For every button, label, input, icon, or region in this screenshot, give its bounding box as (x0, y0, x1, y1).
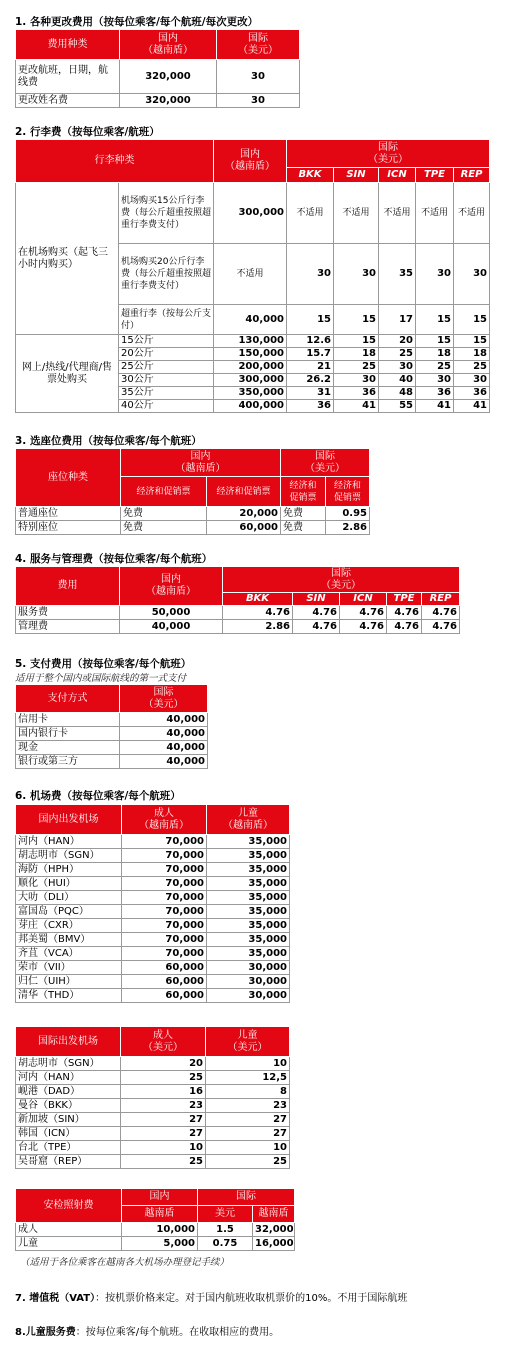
table-row (16, 877, 290, 891)
table-row (16, 1071, 290, 1085)
row-label: 韩国（ICN） (16, 1127, 121, 1141)
table-row (16, 1113, 290, 1127)
header-cell: 费用 (16, 567, 120, 606)
value-cell: 70,000 (122, 835, 207, 849)
value-cell: 40,000 (214, 305, 287, 335)
child-fee-label: 8.儿童服务费 (15, 1327, 76, 1338)
value-cell: 320,000 (120, 60, 217, 94)
value-cell: 16 (121, 1085, 206, 1099)
row-label: 河内（HAN） (16, 835, 122, 849)
header-cell: 越南盾 (253, 1206, 295, 1223)
row-label: 台北（TPE） (16, 1141, 121, 1155)
header-cell: 国内 （越南盾） (120, 30, 217, 60)
route-code: BKK (287, 168, 334, 183)
row-label: 更改航班，日期，航线费 (16, 60, 120, 94)
value-cell: 50,000 (120, 606, 223, 620)
child-fee-paragraph (15, 1323, 279, 1338)
section-note: （适用于各位乘客在越南各大机场办理登记手续） (20, 1257, 230, 1268)
row-label: 特别座位 (16, 521, 121, 535)
table-row (16, 1237, 295, 1251)
table-row (16, 713, 208, 727)
group-label: 在机场购买（起飞三小时内购买） (16, 183, 119, 335)
header-cell: 座位种类 (16, 449, 121, 507)
value-cell: 130,000 (214, 335, 287, 348)
table-row (16, 685, 208, 713)
row-label: 新加坡（SIN） (16, 1113, 121, 1127)
value-cell: 15 (287, 305, 334, 335)
row-label: 25公斤 (119, 361, 214, 374)
vat-label: 7. 增值税（VAT） (15, 1293, 96, 1304)
route-code: TPE (387, 593, 422, 606)
value-cell: 30 (379, 361, 416, 374)
table-row (16, 863, 290, 877)
header-cell: 国际 (198, 1189, 295, 1206)
table-row (16, 620, 460, 634)
header-cell: 国内 （越南盾） (120, 567, 223, 606)
row-label: 普通座位 (16, 507, 121, 521)
row-label: 银行或第三方 (16, 755, 120, 769)
value-cell: 30 (217, 60, 300, 94)
row-label: 芽庄（CXR） (16, 919, 122, 933)
route-code: SIN (293, 593, 340, 606)
table-row (16, 1155, 290, 1169)
header-cell: 经济和 促销票 (281, 477, 326, 507)
table-row (16, 60, 300, 94)
value-cell: 30 (416, 244, 454, 305)
table-row (16, 1127, 290, 1141)
value-cell: 70,000 (122, 849, 207, 863)
table-row (16, 335, 490, 348)
row-label: 15公斤 (119, 335, 214, 348)
value-cell: 30 (454, 374, 490, 387)
table-row (16, 961, 290, 975)
value-cell: 35,000 (207, 835, 290, 849)
value-cell: 30,000 (207, 961, 290, 975)
value-cell: 40,000 (120, 727, 208, 741)
value-cell: 30 (334, 374, 379, 387)
section-note: 适用于整个国内或国际航线的第一式支付 (15, 673, 187, 684)
header-cell: 经济和促销票 (207, 477, 281, 507)
value-cell: 2.86 (326, 521, 370, 535)
header-cell: 国内 (122, 1189, 198, 1206)
value-cell: 35,000 (207, 947, 290, 961)
table-row (16, 805, 290, 835)
value-cell: 免费 (121, 507, 207, 521)
table-row (16, 449, 370, 477)
header-cell: 经济和促销票 (121, 477, 207, 507)
table-row (16, 1223, 295, 1237)
row-label: 顺化（HUI） (16, 877, 122, 891)
row-label: 40公斤 (119, 400, 214, 413)
header-cell: 行李种类 (16, 140, 214, 183)
row-label: 富国岛（PQC） (16, 905, 122, 919)
table-row (16, 741, 208, 755)
row-label: 曼谷（BKK） (16, 1099, 121, 1113)
value-cell: 25 (416, 361, 454, 374)
header-cell: 国际 （美元） (223, 567, 460, 593)
row-label: 管理费 (16, 620, 120, 634)
header-cell: 费用种类 (16, 30, 120, 60)
header-cell: 儿童 （美元） (206, 1027, 290, 1057)
value-cell: 15 (334, 335, 379, 348)
value-cell: 15 (454, 335, 490, 348)
header-cell: 国内 （越南盾） (121, 449, 281, 477)
value-cell: 70,000 (122, 891, 207, 905)
value-cell: 12,5 (206, 1071, 290, 1085)
header-cell: 儿童 （越南盾） (207, 805, 290, 835)
row-label: 清华（THD） (16, 989, 122, 1003)
route-code: BKK (223, 593, 293, 606)
value-cell: 40 (379, 374, 416, 387)
value-cell: 35,000 (207, 933, 290, 947)
value-cell: 4.76 (223, 606, 293, 620)
table-row (16, 989, 290, 1003)
value-cell: 27 (121, 1113, 206, 1127)
table-row (16, 507, 370, 521)
header-cell: 成人 （美元） (121, 1027, 206, 1057)
table-row (16, 140, 490, 168)
international-airport-fee-table (15, 1026, 290, 1169)
value-cell: 15 (454, 305, 490, 335)
header-cell: 经济和 促销票 (326, 477, 370, 507)
value-cell: 12.6 (287, 335, 334, 348)
table-row (16, 567, 460, 593)
value-cell: 25 (121, 1071, 206, 1085)
value-cell: 8 (206, 1085, 290, 1099)
route-code: ICN (340, 593, 387, 606)
value-cell: 60,000 (122, 961, 207, 975)
row-label: 现金 (16, 741, 120, 755)
domestic-airport-fee-table (15, 804, 290, 1003)
value-cell: 30 (287, 244, 334, 305)
value-cell: 25 (454, 361, 490, 374)
value-cell: 400,000 (214, 400, 287, 413)
row-label: 海防（HPH） (16, 863, 122, 877)
row-label: 归仁（UIH） (16, 975, 122, 989)
row-label: 20公斤 (119, 348, 214, 361)
value-cell: 17 (379, 305, 416, 335)
value-cell: 35,000 (207, 863, 290, 877)
value-cell: 20 (379, 335, 416, 348)
value-cell: 30 (454, 244, 490, 305)
table-row (16, 1141, 290, 1155)
value-cell: 10 (206, 1141, 290, 1155)
value-cell: 27 (206, 1113, 290, 1127)
vat-text: ：按机票价格来定。对于国内航班收取机票价的10%。不用于国际航班 (95, 1293, 408, 1304)
value-cell: 4.76 (387, 606, 422, 620)
row-label: 儿童 (16, 1237, 122, 1251)
payment-fee-table (15, 684, 208, 769)
value-cell: 不适用 (334, 183, 379, 244)
row-label: 服务费 (16, 606, 120, 620)
value-cell: 25 (379, 348, 416, 361)
value-cell: 36 (416, 387, 454, 400)
header-cell: 安检照射费 (16, 1189, 122, 1223)
header-cell: 国际 （美元） (281, 449, 370, 477)
value-cell: 300,000 (214, 183, 287, 244)
value-cell: 4.76 (293, 606, 340, 620)
route-code: REP (422, 593, 460, 606)
value-cell: 10 (121, 1141, 206, 1155)
row-label: 国内银行卡 (16, 727, 120, 741)
value-cell: 4.76 (340, 606, 387, 620)
table-row (16, 933, 290, 947)
value-cell: 41 (454, 400, 490, 413)
value-cell: 25 (206, 1155, 290, 1169)
value-cell: 30,000 (207, 989, 290, 1003)
value-cell: 48 (379, 387, 416, 400)
header-cell: 支付方式 (16, 685, 120, 713)
value-cell: 300,000 (214, 374, 287, 387)
header-cell: 国内出发机场 (16, 805, 122, 835)
row-label: 信用卡 (16, 713, 120, 727)
value-cell: 35,000 (207, 877, 290, 891)
value-cell: 36 (334, 387, 379, 400)
row-label: 邦美蜀（BMV） (16, 933, 122, 947)
value-cell: 1.5 (198, 1223, 253, 1237)
value-cell: 21 (287, 361, 334, 374)
value-cell: 55 (379, 400, 416, 413)
table-row (16, 947, 290, 961)
value-cell: 36 (454, 387, 490, 400)
value-cell: 41 (416, 400, 454, 413)
value-cell: 15 (334, 305, 379, 335)
change-fee-table (15, 29, 300, 108)
value-cell: 350,000 (214, 387, 287, 400)
child-fee-text: ：按每位乘客/每个航班。在收取相应的费用。 (75, 1327, 280, 1338)
value-cell: 0.75 (198, 1237, 253, 1251)
value-cell: 不适用 (416, 183, 454, 244)
value-cell: 15 (416, 335, 454, 348)
value-cell: 不适用 (214, 244, 287, 305)
table-row (16, 1189, 295, 1206)
row-label: 荣市（VII） (16, 961, 122, 975)
group-label: 网上/热线/代理商/售票处购买 (16, 335, 119, 413)
row-label: 成人 (16, 1223, 122, 1237)
service-fee-table (15, 566, 460, 634)
value-cell: 36 (287, 400, 334, 413)
value-cell: 27 (206, 1127, 290, 1141)
table-row (16, 755, 208, 769)
section-title: 5. 支付费用（按每位乘客/每个航班） (15, 658, 192, 670)
value-cell: 不适用 (287, 183, 334, 244)
value-cell: 18 (416, 348, 454, 361)
section-title: 6. 机场费（按每位乘客/每个航班） (15, 790, 181, 802)
value-cell: 35,000 (207, 849, 290, 863)
route-code: SIN (334, 168, 379, 183)
value-cell: 4.76 (422, 606, 460, 620)
value-cell: 35,000 (207, 891, 290, 905)
value-cell: 200,000 (214, 361, 287, 374)
value-cell: 23 (121, 1099, 206, 1113)
value-cell: 25 (334, 361, 379, 374)
header-cell: 国际 （美元） (217, 30, 300, 60)
value-cell: 60,000 (207, 521, 281, 535)
section-title: 4. 服务与管理费（按每位乘客/每个航班） (15, 553, 213, 565)
value-cell: 35,000 (207, 919, 290, 933)
value-cell: 18 (334, 348, 379, 361)
row-label: 胡志明市（SGN） (16, 1057, 121, 1071)
seat-fee-table (15, 448, 370, 535)
value-cell: 25 (121, 1155, 206, 1169)
row-label: 河内（HAN） (16, 1071, 121, 1085)
row-label: 齐苴（VCA） (16, 947, 122, 961)
row-label: 胡志明市（SGN） (16, 849, 122, 863)
value-cell: 31 (287, 387, 334, 400)
header-cell: 成人 （越南盾） (122, 805, 207, 835)
security-fee-table (15, 1188, 295, 1251)
row-label: 大叻（DLI） (16, 891, 122, 905)
value-cell: 40,000 (120, 713, 208, 727)
table-row (16, 94, 300, 108)
value-cell: 5,000 (122, 1237, 198, 1251)
value-cell: 23 (206, 1099, 290, 1113)
table-row (16, 1099, 290, 1113)
section-title: 3. 选座位费用（按每位乘客/每个航班） (15, 435, 202, 447)
value-cell: 4.76 (422, 620, 460, 634)
value-cell: 30 (416, 374, 454, 387)
value-cell: 32,000 (253, 1223, 295, 1237)
value-cell: 70,000 (122, 863, 207, 877)
value-cell: 41 (334, 400, 379, 413)
value-cell: 60,000 (122, 975, 207, 989)
header-cell: 国内 （越南盾） (214, 140, 287, 183)
value-cell: 免费 (121, 521, 207, 535)
header-cell: 越南盾 (122, 1206, 198, 1223)
value-cell: 免费 (281, 507, 326, 521)
table-row (16, 891, 290, 905)
value-cell: 70,000 (122, 933, 207, 947)
value-cell: 320,000 (120, 94, 217, 108)
header-cell: 国际 （美元） (120, 685, 208, 713)
table-row (16, 183, 490, 244)
vat-paragraph (15, 1289, 407, 1304)
table-row (16, 905, 290, 919)
value-cell: 20,000 (207, 507, 281, 521)
baggage-fee-table (15, 139, 490, 413)
value-cell: 30 (334, 244, 379, 305)
value-cell: 2.86 (223, 620, 293, 634)
value-cell: 27 (121, 1127, 206, 1141)
value-cell: 150,000 (214, 348, 287, 361)
row-label: 吴哥窟（REP） (16, 1155, 121, 1169)
row-label: 30公斤 (119, 374, 214, 387)
table-row (16, 835, 290, 849)
value-cell: 0.95 (326, 507, 370, 521)
row-label: 机场购买15公斤行李费（每公斤超重按照超重行李费支付） (119, 183, 214, 244)
route-code: REP (454, 168, 490, 183)
value-cell: 不适用 (454, 183, 490, 244)
table-row (16, 975, 290, 989)
table-row (16, 606, 460, 620)
section-title: 2. 行李费（按每位乘客/航班） (15, 126, 160, 138)
value-cell: 40,000 (120, 620, 223, 634)
value-cell: 18 (454, 348, 490, 361)
table-row (16, 727, 208, 741)
value-cell: 16,000 (253, 1237, 295, 1251)
value-cell: 不适用 (379, 183, 416, 244)
value-cell: 免费 (281, 521, 326, 535)
value-cell: 70,000 (122, 905, 207, 919)
value-cell: 70,000 (122, 919, 207, 933)
value-cell: 4.76 (387, 620, 422, 634)
header-cell: 国际出发机场 (16, 1027, 121, 1057)
value-cell: 20 (121, 1057, 206, 1071)
value-cell: 30,000 (207, 975, 290, 989)
table-row (16, 1085, 290, 1099)
row-label: 岘港（DAD） (16, 1085, 121, 1099)
row-label: 35公斤 (119, 387, 214, 400)
value-cell: 70,000 (122, 877, 207, 891)
value-cell: 70,000 (122, 947, 207, 961)
value-cell: 40,000 (120, 741, 208, 755)
header-cell: 美元 (198, 1206, 253, 1223)
value-cell: 10,000 (122, 1223, 198, 1237)
value-cell: 10 (206, 1057, 290, 1071)
table-row (16, 1027, 290, 1057)
header-cell: 国际 （美元） (287, 140, 490, 168)
value-cell: 15 (416, 305, 454, 335)
value-cell: 4.76 (340, 620, 387, 634)
table-row (16, 1057, 290, 1071)
table-row (16, 30, 300, 60)
value-cell: 30 (217, 94, 300, 108)
route-code: TPE (416, 168, 454, 183)
value-cell: 35 (379, 244, 416, 305)
value-cell: 60,000 (122, 989, 207, 1003)
value-cell: 4.76 (293, 620, 340, 634)
row-label: 更改姓名费 (16, 94, 120, 108)
value-cell: 40,000 (120, 755, 208, 769)
table-row (16, 919, 290, 933)
value-cell: 35,000 (207, 905, 290, 919)
value-cell: 26.2 (287, 374, 334, 387)
row-label: 机场购买20公斤行李费（每公斤超重按照超重行李费支付） (119, 244, 214, 305)
section-title: 1. 各种更改费用（按每位乘客/每个航班/每次更改） (15, 16, 259, 28)
route-code: ICN (379, 168, 416, 183)
table-row (16, 849, 290, 863)
value-cell: 15.7 (287, 348, 334, 361)
row-label: 超重行李（按每公斤支付） (119, 305, 214, 335)
table-row (16, 521, 370, 535)
